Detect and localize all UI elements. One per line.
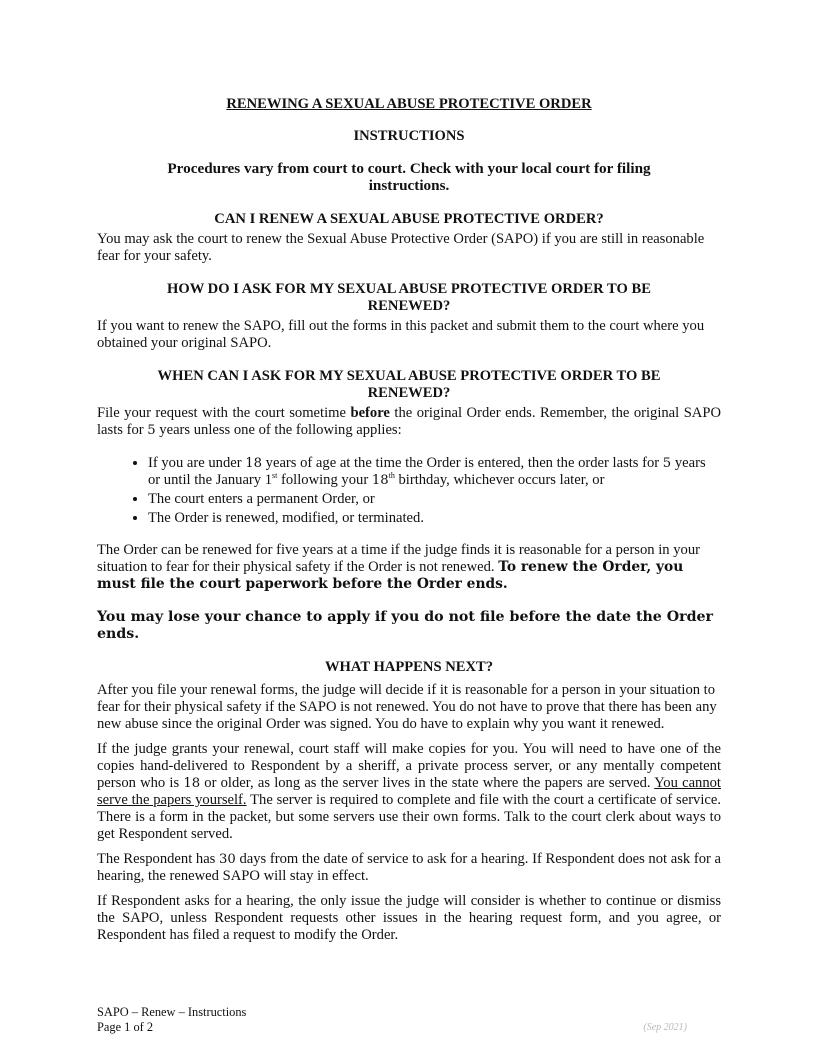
renewal-period-paragraph: The Order can be renewed for five years at a time if the judge finds it is reasonable for a person in your situation to fear for their physical safety if the Order is not renewed. To renew the Order, you must file the court paperwork before the Order ends. [97,542,700,592]
page-footer [97,1005,687,1035]
list-item: • If you are under 18 years of age at the time the Order is entered, then the order lasts for 5 years or until the January 1st following your 18th birthday, whichever occurs later, or [148,455,721,489]
section-body-when: File your request with the court sometime before the original Order ends. Remember, the original SAPO lasts for 5 years unless one of the following applies: [97,405,722,438]
section-body-can-renew: You may ask the court to renew the Sexual Abuse Protective Order (SAPO) if you are still in reasonable fear for your safety. [97,231,705,264]
conditions-list [97,455,721,527]
document-subtitle: INSTRUCTIONS [353,128,465,144]
section-heading-how: HOW DO I ASK FOR MY SEXUAL ABUSE PROTECTIVE ORDER TO BE RENEWED? [167,281,651,314]
document-title: RENEWING A SEXUAL ABUSE PROTECTIVE ORDER [226,96,592,112]
next-paragraph-3: The Respondent has 30 days from the date of service to ask for a hearing. If Respondent does not ask for a hearing, the renewed SAPO will stay in effect. [97,851,721,884]
footer-revision-date: (Sep 2021) [643,1022,687,1033]
footer-page-number: Page 1 of 2 [97,1020,154,1034]
footer-form-name: SAPO – Renew – Instructions [97,1005,247,1019]
list-item: • The court enters a permanent Order, or [148,491,721,508]
section-heading-next: WHAT HAPPENS NEXT? [324,659,494,675]
deadline-warning: You may lose your chance to apply if you do not file before the date the Order ends. [97,609,714,642]
procedures-note: Procedures vary from court to court. Check with your local court for filing instructions. [167,160,651,194]
section-heading-can-renew: CAN I RENEW A SEXUAL ABUSE PROTECTIVE ORDER? [214,211,604,227]
section-body-how: If you want to renew the SAPO, fill out the forms in this packet and submit them to the court where you obtained your original SAPO. [97,318,705,351]
next-paragraph-1: After you file your renewal forms, the judge will decide if it is reasonable for a person in your situation to fear for their physical safety if the SAPO is not renewed. You do not have to prove that there has been any new abuse since the original Order was signed. You do have to explain why you want it renewed. [97,682,717,732]
document-body [97,96,721,960]
next-paragraph-2: If the judge grants your renewal, court staff will make copies for you. You will need to have one of the copies hand-delivered to Respondent by a sheriff, a private process server, or any mentally competent person who is 18 or older, as long as the server lives in the state where the papers are served. You cannot serve the papers yourself. The server is required to complete and file with the court a certificate of service. There is a form in the packet, but some servers use their own forms. Talk to the court clerk about ways to get Respondent served. [97,741,722,842]
section-heading-when: WHEN CAN I ASK FOR MY SEXUAL ABUSE PROTECTIVE ORDER TO BE RENEWED? [157,368,661,401]
next-paragraph-4: If Respondent asks for a hearing, the only issue the judge will consider is whether to continue or dismiss the SAPO, unless Respondent requests other issues in the hearing request form, and you agree, or Respondent has filed a request to modify the Order. [97,893,721,943]
list-item: • The Order is renewed, modified, or terminated. [148,510,721,527]
